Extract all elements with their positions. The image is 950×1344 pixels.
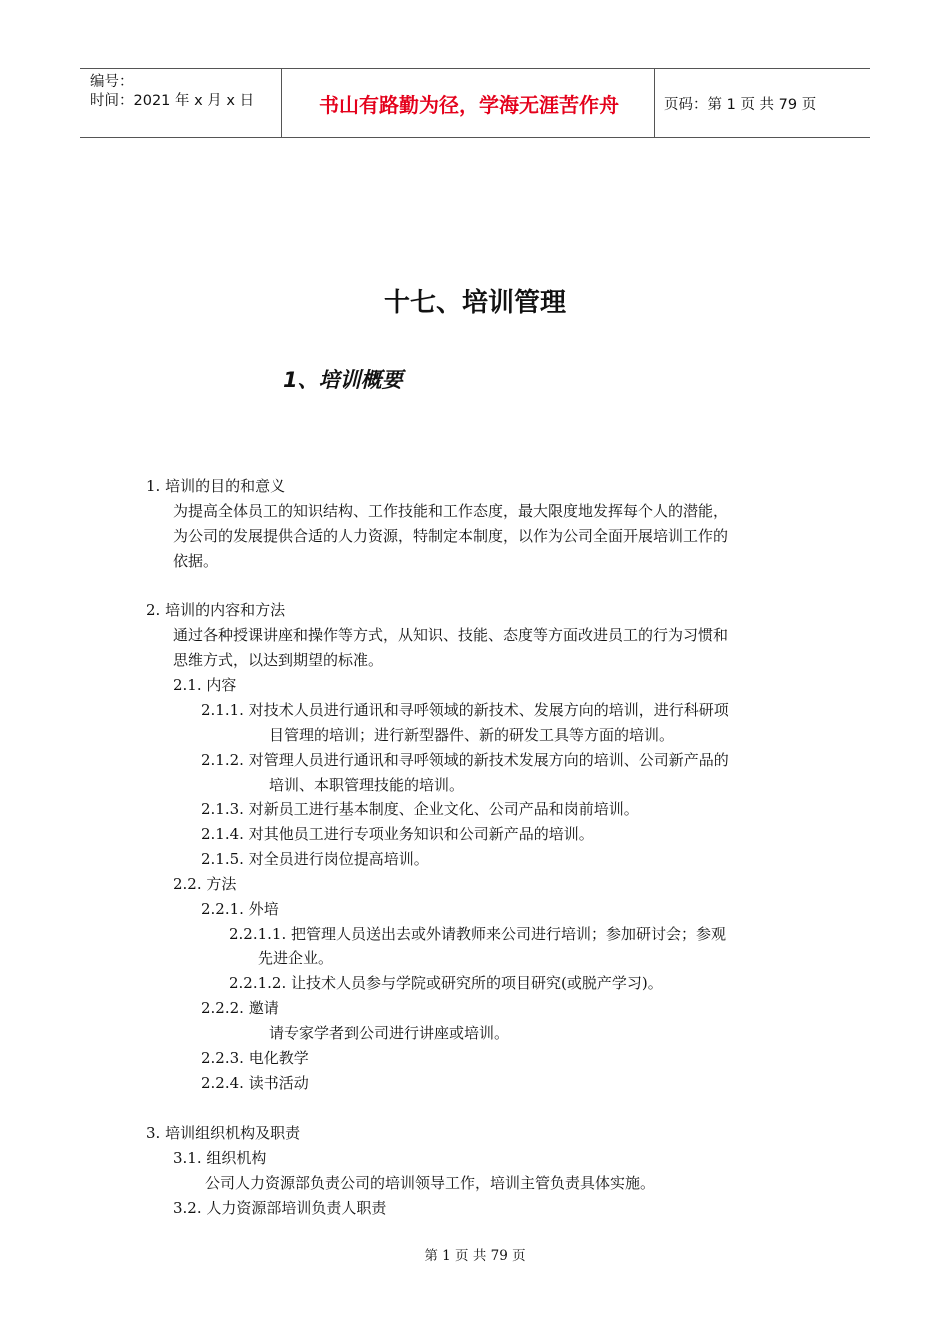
section-subtitle: 1、培训概要	[283, 368, 403, 392]
section-heading-2: 2. 培训的内容和方法	[146, 601, 286, 619]
page-footer: 第 1 页 共 79 页	[424, 1248, 526, 1264]
header-page-info: 页码：第 1 页 共 79 页	[664, 97, 817, 113]
section-heading-1: 1. 培训的目的和意义	[146, 477, 286, 495]
list-item-continuation: 先进企业。	[258, 949, 334, 967]
header-divider	[281, 69, 282, 137]
date-label: 时间：2021 年 x 月 x 日	[90, 93, 255, 109]
list-item: 2.2.1.1. 把管理人员送出去或外请教师来公司进行培训；参加研讨会；参观	[229, 925, 727, 943]
subsection-heading: 2.1. 内容	[173, 676, 237, 694]
list-item-continuation: 目管理的培训；进行新型器件、新的研发工具等方面的培训。	[269, 726, 675, 744]
paragraph-line: 公司人力资源部负责公司的培训领导工作，培训主管负责具体实施。	[205, 1174, 656, 1192]
header-motto: 书山有路勤为径，学海无涯苦作舟	[319, 92, 619, 117]
list-item: 2.1.3. 对新员工进行基本制度、企业文化、公司产品和岗前培训。	[201, 800, 639, 818]
list-item: 2.2.2. 邀请	[201, 999, 279, 1017]
paragraph-line: 为公司的发展提供合适的人力资源，特制定本制度，以作为公司全面开展培训工作的	[173, 527, 729, 545]
subsection-heading: 2.2. 方法	[173, 875, 237, 893]
list-item: 2.2.3. 电化教学	[201, 1049, 309, 1067]
list-item: 2.1.5. 对全员进行岗位提高培训。	[201, 850, 429, 868]
number-label: 编号：	[90, 74, 134, 90]
list-item: 2.2.4. 读书活动	[201, 1074, 309, 1092]
list-item: 2.2.1.2. 让技术人员参与学院或研究所的项目研究(或脱产学习)。	[229, 974, 663, 992]
paragraph-line: 思维方式，以达到期望的标准。	[173, 651, 384, 669]
list-item: 2.1.4. 对其他员工进行专项业务知识和公司新产品的培训。	[201, 825, 594, 843]
list-item: 2.1.2. 对管理人员进行通讯和寻呼领域的新技术发展方向的培训、公司新产品的	[201, 751, 729, 769]
paragraph-line: 通过各种授课讲座和操作等方式，从知识、技能、态度等方面改进员工的行为习惯和	[173, 626, 729, 644]
list-item: 2.1.1. 对技术人员进行通讯和寻呼领域的新技术、发展方向的培训，进行科研项	[201, 701, 729, 719]
paragraph-line: 依据。	[173, 552, 219, 570]
section-heading-3: 3. 培训组织机构及职责	[146, 1124, 301, 1142]
paragraph-line: 为提高全体员工的知识结构、工作技能和工作态度，最大限度地发挥每个人的潜能，	[173, 502, 729, 520]
page-header	[80, 68, 870, 138]
subsection-heading: 3.1. 组织机构	[173, 1149, 267, 1167]
list-item-continuation: 请专家学者到公司进行讲座或培训。	[269, 1024, 510, 1042]
list-item-continuation: 培训、本职管理技能的培训。	[269, 776, 465, 794]
subsection-heading: 3.2. 人力资源部培训负责人职责	[173, 1199, 387, 1217]
list-item: 2.2.1. 外培	[201, 900, 279, 918]
header-meta	[90, 73, 254, 111]
document-title: 十七、培训管理	[383, 288, 566, 318]
